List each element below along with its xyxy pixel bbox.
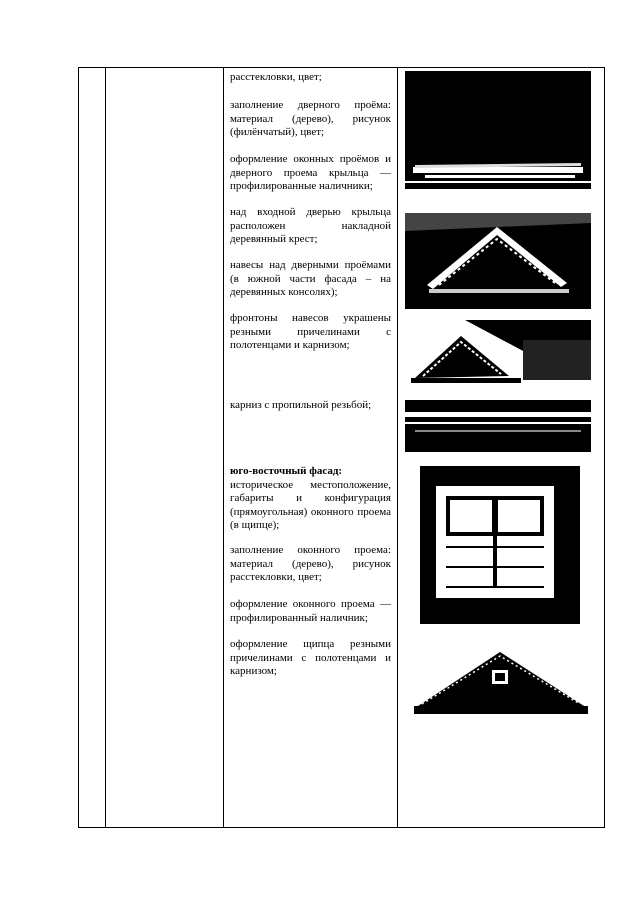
description-cell xyxy=(224,68,398,828)
monument-elements-table xyxy=(78,67,605,828)
list-item: расстекловки, цвет; xyxy=(230,71,322,83)
door-photo xyxy=(405,71,591,189)
list-item: оформление оконного проема — профилированный наличник; xyxy=(230,598,391,624)
canopy-photo xyxy=(405,213,591,309)
list-item: оформление оконных проёмов и дверного проема крыльца — профилированные наличники; xyxy=(230,153,391,193)
photo-cell xyxy=(398,68,605,828)
section-heading: юго-восточный фасад: xyxy=(230,465,343,477)
gable-photo xyxy=(414,646,588,714)
section-text: историческое местоположение, габариты и конфигурация (прямоугольная) оконного проема (в щипце); xyxy=(230,478,391,532)
window-photo xyxy=(420,466,580,624)
list-item: заполнение дверного проёма: материал (дерево), рисунок (филёнчатый), цвет; xyxy=(230,99,391,139)
section-item xyxy=(230,465,391,533)
list-item: заполнение оконного проема: материал (дерево), рисунок расстекловки, цвет; xyxy=(230,544,391,584)
list-item: над входной дверью крыльца расположен накладной деревянный крест; xyxy=(230,206,391,246)
list-item: карниз с пропильной резьбой; xyxy=(230,399,372,411)
pediment-photo xyxy=(405,320,591,390)
list-item: фронтоны навесов украшены резными причелинами с полотенцами и карнизом; xyxy=(230,312,391,352)
cornice-photo xyxy=(405,400,591,452)
table-row xyxy=(79,68,605,828)
name-cell xyxy=(106,68,224,828)
list-item: навесы над дверными проёмами (в южной части фасада – на деревянных консолях); xyxy=(230,259,391,299)
list-item: оформление щипца резными причелинами с полотенцами и карнизом; xyxy=(230,638,391,678)
number-cell xyxy=(79,68,106,828)
